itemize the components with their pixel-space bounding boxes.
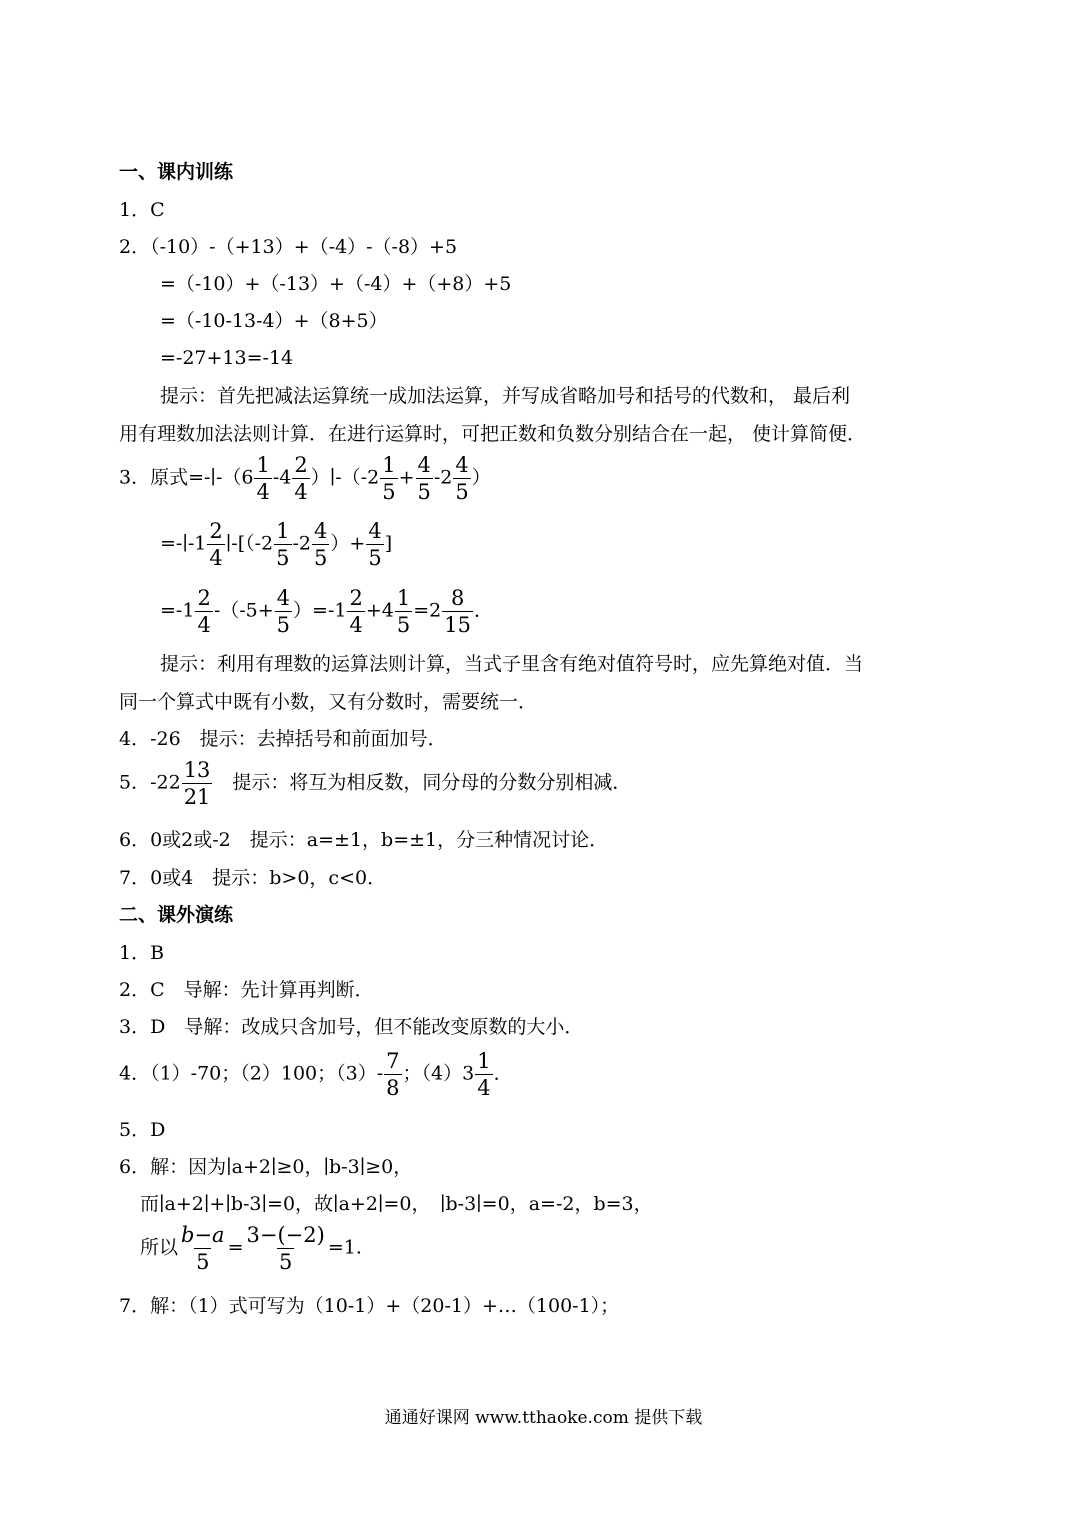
denominator: 5	[455, 480, 469, 504]
fraction-4-5	[366, 518, 383, 571]
hint-3-line-2: 同一个算式中既有小数，又有分数时，需要统一．	[119, 691, 538, 713]
denominator: 5	[196, 1250, 210, 1274]
fraction-2-3	[347, 585, 364, 638]
denominator: 5	[396, 613, 411, 637]
text: ）∣-（-2	[310, 466, 380, 489]
numerator: 2	[197, 586, 211, 610]
answer-4: 4．-26 提示：去掉括号和前面加号．	[119, 728, 447, 750]
text: 3．原式=-∣-（6	[119, 466, 254, 489]
numerator: 4	[417, 453, 431, 477]
text: =1.	[327, 1236, 362, 1259]
denominator: 5	[417, 480, 431, 504]
exercise-3: 3．D 导解：改成只含加号，但不能改变原数的大小．	[119, 1016, 584, 1038]
denominator: 4	[256, 480, 270, 504]
fraction-7-8	[384, 1048, 401, 1101]
denominator: 4	[209, 546, 223, 570]
numerator: 4	[314, 519, 328, 543]
numerator: 2	[209, 519, 223, 543]
denominator: 5	[278, 1250, 293, 1274]
text: ．	[493, 1062, 513, 1085]
exercise-1: 1．B	[119, 942, 165, 964]
denominator: 4	[197, 613, 211, 637]
exercise-5: 5．D	[119, 1119, 166, 1141]
hint-2-line-2: 用有理数加法法则计算．在进行运算时，可把正数和负数分别结合在一起， 使计算简便．	[119, 423, 867, 445]
denominator: 15	[444, 613, 471, 637]
answer-1: 1．C	[119, 199, 165, 221]
fraction-13-21	[182, 757, 213, 810]
hint-3-line-1: 提示：利用有理数的运算法则计算，当式子里含有绝对值符号时，应先算绝对值．当	[160, 653, 864, 675]
text: 4．（1）-70；（2）100；（3）-	[119, 1062, 384, 1085]
answer-2-line-4: =-27+13=-14	[160, 347, 294, 369]
fraction-4-5	[275, 585, 292, 638]
denominator: 4	[294, 480, 308, 504]
answer-5	[119, 757, 631, 810]
fraction-2-3	[207, 518, 224, 571]
text: ∣-[（-2	[225, 532, 274, 555]
denominator: 4	[477, 1076, 491, 1100]
numerator: 8	[450, 586, 465, 610]
exercise-6-line-2: 而∣a+2∣+∣b-3∣=0，故∣a+2∣=0， ∣b-3∣=0，a=-2，b=3，	[140, 1193, 653, 1215]
numerator: 1	[396, 586, 411, 610]
exercise-2: 2．C 导解：先计算再判断．	[119, 979, 374, 1001]
exercise-6-line-3	[140, 1222, 362, 1275]
numerator: 1	[256, 453, 270, 477]
text: -（-5+	[213, 599, 274, 622]
fraction-2-3	[195, 585, 212, 638]
fraction-1-3	[254, 452, 271, 505]
numerator: b−a	[181, 1223, 225, 1247]
exercise-4	[119, 1048, 513, 1101]
answer-2-line-3: =（-10-13-4）+（8+5）	[160, 310, 388, 332]
numerator: 2	[294, 453, 308, 477]
text: +4	[365, 599, 394, 622]
fraction-1-5	[395, 585, 412, 638]
hint-2-line-1: 提示：首先把减法运算统一成加法运算，并写成省略加号和括号的代数和， 最后利	[160, 385, 851, 407]
fraction-1-4	[475, 1048, 492, 1101]
numerator: 13	[183, 758, 211, 782]
answer-3-line-3	[160, 585, 493, 638]
denominator: 4	[349, 613, 363, 637]
text: -4	[272, 466, 292, 489]
denominator: 8	[386, 1076, 400, 1100]
numerator: 4	[368, 519, 382, 543]
text: -2	[433, 466, 453, 489]
denominator: 5	[368, 546, 382, 570]
numerator: 3−(−2)	[246, 1223, 325, 1247]
fraction-1-5	[274, 518, 291, 571]
text: +	[398, 466, 415, 489]
text: ；（4）3	[402, 1062, 475, 1085]
text: -2	[292, 532, 312, 555]
answer-2-line-1: 2．（-10）-（+13）+（-4）-（-8）+5	[119, 236, 458, 258]
answer-3-line-1	[119, 452, 491, 505]
text: 所以	[140, 1236, 179, 1259]
numerator: 1	[276, 519, 290, 543]
text: 5．-22	[119, 771, 181, 794]
fraction-4-5	[416, 452, 433, 505]
page-footer: 通通好课网 www.tthaoke.com 提供下载	[384, 1408, 703, 1428]
fraction-2-3	[292, 452, 309, 505]
fraction-8-15	[442, 585, 473, 638]
fraction-3-minus-neg2-over-5	[245, 1222, 327, 1275]
numerator: 7	[386, 1049, 400, 1073]
denominator: 5	[314, 546, 328, 570]
fraction-b-minus-a-over-5	[179, 1222, 227, 1275]
text: =2	[413, 599, 442, 622]
text: ）=-1	[293, 599, 347, 622]
numerator: 4	[455, 453, 469, 477]
answer-7: 7．0或4 提示：b>0，c<0．	[119, 867, 387, 889]
text: 提示：将互为相反数，同分母的分数分别相减．	[213, 771, 632, 794]
answer-2-line-2: =（-10）+（-13）+（-4）+（+8）+5	[160, 273, 512, 295]
denominator: 5	[276, 546, 290, 570]
denominator: 5	[276, 613, 291, 637]
text: ）+	[330, 532, 366, 555]
section-title-1: 一、课内训练	[119, 161, 234, 183]
text: =-1	[160, 599, 195, 622]
answer-6: 6．0或2或-2 提示：a=±1，b=±1，分三种情况讨论．	[119, 829, 609, 851]
text: =	[227, 1236, 244, 1259]
text: ]	[384, 532, 393, 555]
numerator: 2	[349, 586, 363, 610]
fraction-1-5	[380, 452, 397, 505]
exercise-7-line-1: 7．解：（1）式可写为（10-1）+（20-1）+…（100-1）；	[119, 1295, 620, 1317]
denominator: 5	[382, 480, 396, 504]
text: =-∣-1	[160, 532, 207, 555]
fraction-4-5	[453, 452, 470, 505]
section-title-2: 二、课外演练	[119, 904, 234, 926]
text: ）	[471, 466, 491, 489]
text: ．	[474, 599, 494, 622]
exercise-6-line-1: 6．解：因为∣a+2∣≥0，∣b-3∣≥0，	[119, 1156, 413, 1178]
numerator: 4	[276, 586, 291, 610]
answer-3-line-2	[160, 518, 392, 571]
numerator: 1	[477, 1049, 491, 1073]
denominator: 21	[183, 785, 211, 809]
fraction-4-5	[312, 518, 329, 571]
numerator: 1	[382, 453, 396, 477]
